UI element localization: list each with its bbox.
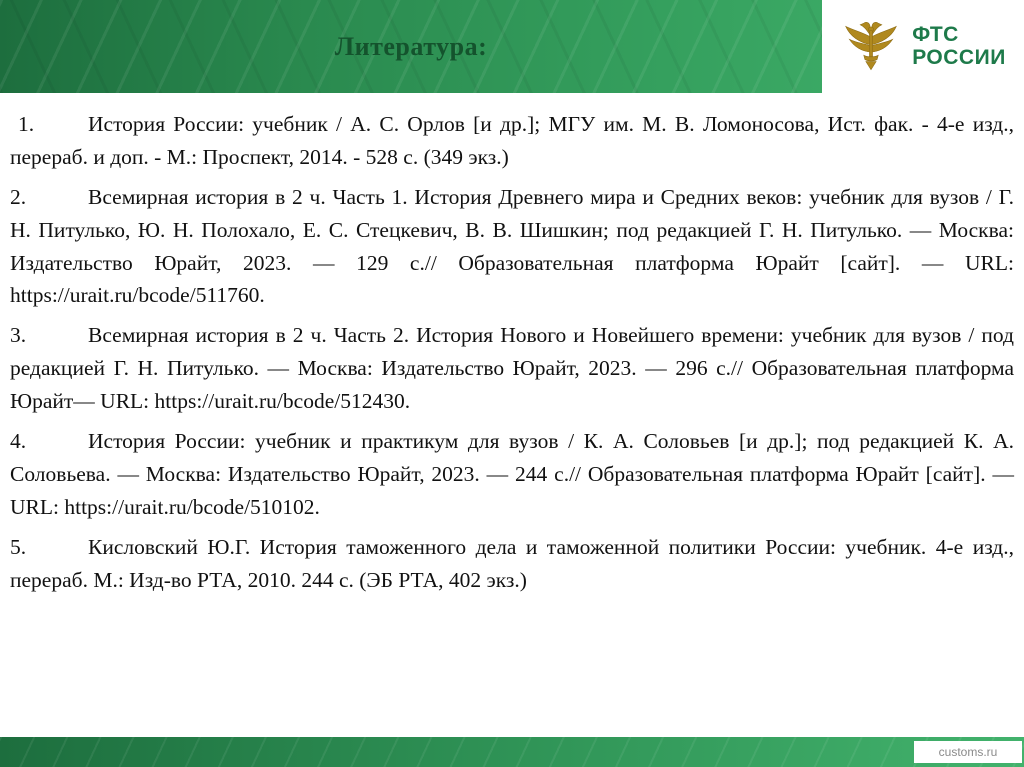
reference-text: Кисловский Ю.Г. История таможенного дела и таможенной политики России: учебник. 4-е изд., перераб. М.: Изд-во РТА, 2010. 244 с. (ЭБ РТА, 402 экз.) (10, 534, 1014, 592)
reference-text: Всемирная история в 2 ч. Часть 1. История Древнего мира и Средних веков: учебник для вузов / Г. Н. Питулько, Ю. Н. Полохало, Е. С. Стецкевич, В. В. Шишкин; под редакцией Г. Н. Питулько. — Москва: Издательство Юрайт, 2023. — 129 с.// Образовательная платформа Юрайт [сайт]. — URL: https://urait.ru/bcode/511760. (10, 184, 1014, 308)
reference-text: История России: учебник / А. С. Орлов [и др.]; МГУ им. М. В. Ломоносова, Ист. фак. - 4-е изд., перераб. и доп. - М.: Проспект, 2014. - 528 с. (349 экз.) (10, 112, 1014, 169)
reference-item (10, 319, 1014, 418)
reference-number: 1. (18, 112, 35, 136)
reference-text: Всемирная история в 2 ч. Часть 2. История Нового и Новейшего времени: учебник для вузов / под редакцией Г. Н. Питулько. — Москва: Издательство Юрайт, 2023. — 296 с.// Образовательная платформа Юрайт— URL: https://urait.ru/bcode/512430. (10, 323, 1014, 414)
customs-site-box (914, 741, 1022, 763)
references-list (0, 93, 1024, 737)
reference-number: 3. (10, 323, 27, 348)
reference-item (10, 181, 1014, 313)
page-title: Литература: (334, 31, 488, 61)
reference-text: История России: учебник и практикум для вузов / К. А. Соловьев [и др.]; под редакцией К. А. Соловьева. — Москва: Издательство Юрайт, 2023. — 244 с.// Образовательная платформа Юрайт [сайт]. — URL: https://urait.ru/bcode/510102. (10, 429, 1014, 519)
reference-item (10, 108, 1014, 174)
slide-footer (0, 737, 1024, 767)
fts-logo-line1: ФТС (912, 23, 959, 47)
header-title-area (0, 0, 822, 93)
slide-header (0, 0, 1024, 93)
fts-logo-line2: РОССИИ (912, 45, 1006, 69)
reference-item (10, 531, 1014, 597)
customs-site-label: customs.ru (938, 745, 998, 759)
reference-number: 2. (10, 184, 27, 209)
fts-logo-text (912, 24, 1006, 68)
fts-logo-box (822, 0, 1024, 93)
reference-number: 4. (10, 429, 27, 454)
reference-item (10, 425, 1014, 524)
reference-number: 5. (10, 534, 27, 559)
double-headed-eagle-icon (840, 14, 902, 80)
